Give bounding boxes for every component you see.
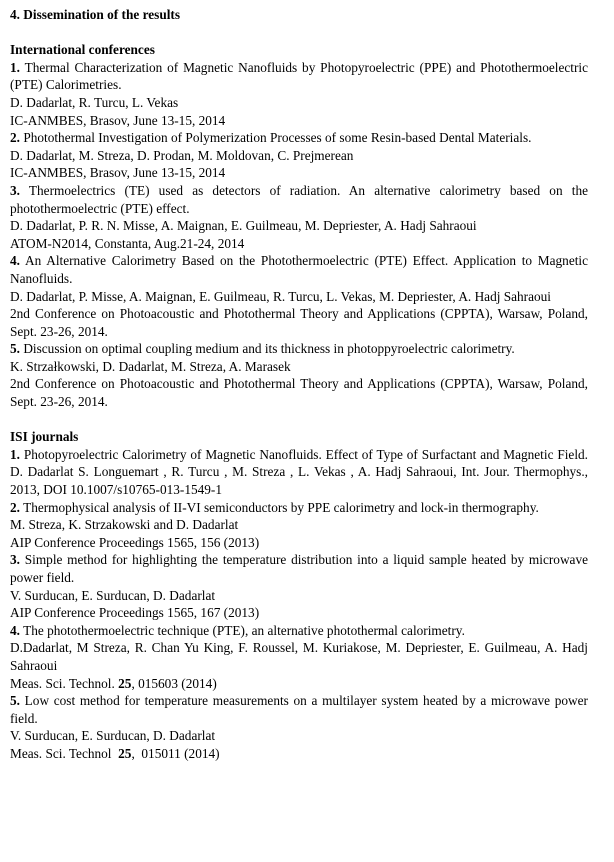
journal-venue: AIP Conference Proceedings 1565, 156 (2013) <box>10 534 260 550</box>
entry-number: 4. <box>10 253 20 269</box>
journal-authors: D.Dadarlat, M Streza, R. Chan Yu King, F. Roussel, M. Kuriakose, M. Depriester, E. Guilmeau, A. Hadj Sahraoui <box>10 640 588 673</box>
spacer <box>10 24 588 42</box>
journal-entry-2 <box>10 499 588 552</box>
venue-journal: Meas. Sci. Technol <box>10 745 119 761</box>
journal-authors: V. Surducan, E. Surducan, D. Dadarlat <box>10 587 216 603</box>
journal-entry-4 <box>10 622 588 692</box>
conference-venue: IC-ANMBES, Brasov, June 13-15, 2014 <box>10 165 226 181</box>
entry-title-text: Discussion on optimal coupling medium and its thickness in photoppyroelectric calorimetry. <box>23 341 515 357</box>
conference-authors: D. Dadarlat, P. R. N. Misse, A. Maignan, E. Guilmeau, M. Depriester, A. Hadj Sahraoui <box>10 218 477 234</box>
journal-entry-3 <box>10 551 588 621</box>
conference-entry-5 <box>10 340 588 410</box>
entry-number: 1. <box>10 59 20 75</box>
conference-authors: D. Dadarlat, M. Streza, D. Prodan, M. Moldovan, C. Prejmerean <box>10 147 354 163</box>
entry-title-text: Photothermal Investigation of Polymerization Processes of some Resin-based Dental Materials. <box>23 130 532 146</box>
conference-authors: D. Dadarlat, R. Turcu, L. Vekas <box>10 94 179 110</box>
entry-number: 2. <box>10 130 20 146</box>
conference-title <box>10 252 588 287</box>
journal-authors: V. Surducan, E. Surducan, D. Dadarlat <box>10 728 216 744</box>
section-title: 4. Dissemination of the results <box>10 7 181 22</box>
conference-venue: ATOM-N2014, Constanta, Aug.21-24, 2014 <box>10 235 245 251</box>
entry-title-text: Low cost method for temperature measurements on a multilayer system heated by a microwave power field. <box>10 693 588 726</box>
journal-authors: D. Dadarlat S. Longuemart , R. Turcu , M. Streza , L. Vekas , A. Hadj Sahraoui, Int. Jour. Thermophys., 2013, DOI 10.1007/s10765-013-1549-1 <box>10 464 588 498</box>
conference-venue: IC-ANMBES, Brasov, June 13-15, 2014 <box>10 112 226 128</box>
entry-number: 3. <box>10 182 20 198</box>
conference-entry-4 <box>10 252 588 340</box>
conference-entry-1 <box>10 59 588 129</box>
entry-number: 1. <box>10 446 20 462</box>
journal-title <box>10 692 588 727</box>
entry-title-text: Thermal Characterization of Magnetic Nanofluids by Photopyroelectric (PPE) and Photothermoelectric (PTE) Calorimetries. <box>10 59 588 93</box>
entry-title-text: Photopyroelectric Calorimetry of Magnetic Nanofluids. Effect of Type of Surfactant and Magnetic Field. <box>23 446 589 462</box>
journal-entry-5 <box>10 692 588 762</box>
entry-number: 4. <box>10 622 20 638</box>
conference-entry-2 <box>10 129 588 182</box>
venue-pages: , 015011 (2014) <box>131 745 220 761</box>
venue-pages: , 015603 (2014) <box>131 675 217 691</box>
journal-authors: M. Streza, K. Strzakowski and D. Dadarlat <box>10 517 239 533</box>
entry-title-text: Simple method for highlighting the temperature distribution into a liquid sample heated by microwave power field. <box>10 552 589 585</box>
conference-title <box>10 129 588 147</box>
conference-venue: 2nd Conference on Photoacoustic and Photothermal Theory and Applications (CPPTA), Warsaw, Poland, Sept. 23-26, 2014. <box>10 376 588 410</box>
entry-title-text: The photothermoelectric technique (PTE), an alternative photothermal calorimetry. <box>23 622 465 638</box>
venue-volume: 25 <box>118 745 132 761</box>
journal-venue: AIP Conference Proceedings 1565, 167 (2013) <box>10 605 260 621</box>
entry-title-text: Thermophysical analysis of II-VI semiconductors by PPE calorimetry and lock-in thermography. <box>23 499 539 515</box>
conference-venue: 2nd Conference on Photoacoustic and Photothermal Theory and Applications (CPPTA), Warsaw, Poland, Sept. 23-26, 2014. <box>10 306 588 339</box>
entry-title-text: Thermoelectrics (TE) used as detectors of radiation. An alternative calorimetry based on the photothermoelectric (PTE) effect. <box>10 182 588 216</box>
spacer <box>10 411 588 429</box>
entry-number: 5. <box>10 341 20 357</box>
venue-volume: 25 <box>118 675 132 691</box>
conference-entry-3 <box>10 182 588 252</box>
conference-title <box>10 340 588 358</box>
entry-number: 5. <box>10 693 20 709</box>
conferences-heading: International conferences <box>10 42 155 58</box>
journal-title <box>10 622 588 640</box>
conference-title <box>10 182 588 217</box>
conference-title <box>10 59 588 94</box>
conference-authors: D. Dadarlat, P. Misse, A. Maignan, E. Guilmeau, R. Turcu, L. Vekas, M. Depriester, A. Hadj Sahraoui <box>10 288 552 304</box>
journal-title <box>10 551 588 586</box>
conference-authors: K. Strzałkowski, D. Dadarlat, M. Streza, A. Marasek <box>10 358 291 374</box>
journal-venue <box>10 675 588 693</box>
entry-title-text: An Alternative Calorimetry Based on the Photothermoelectric (PTE) Effect. Application to Magnetic Nanofluids. <box>10 253 589 286</box>
journal-title <box>10 499 588 517</box>
entry-number: 3. <box>10 552 20 568</box>
journal-venue <box>10 745 588 763</box>
journal-title <box>10 446 588 464</box>
journal-entry-1 <box>10 446 588 499</box>
venue-journal: Meas. Sci. Technol. <box>10 675 119 691</box>
journals-heading: ISI journals <box>10 429 79 445</box>
entry-number: 2. <box>10 499 20 515</box>
